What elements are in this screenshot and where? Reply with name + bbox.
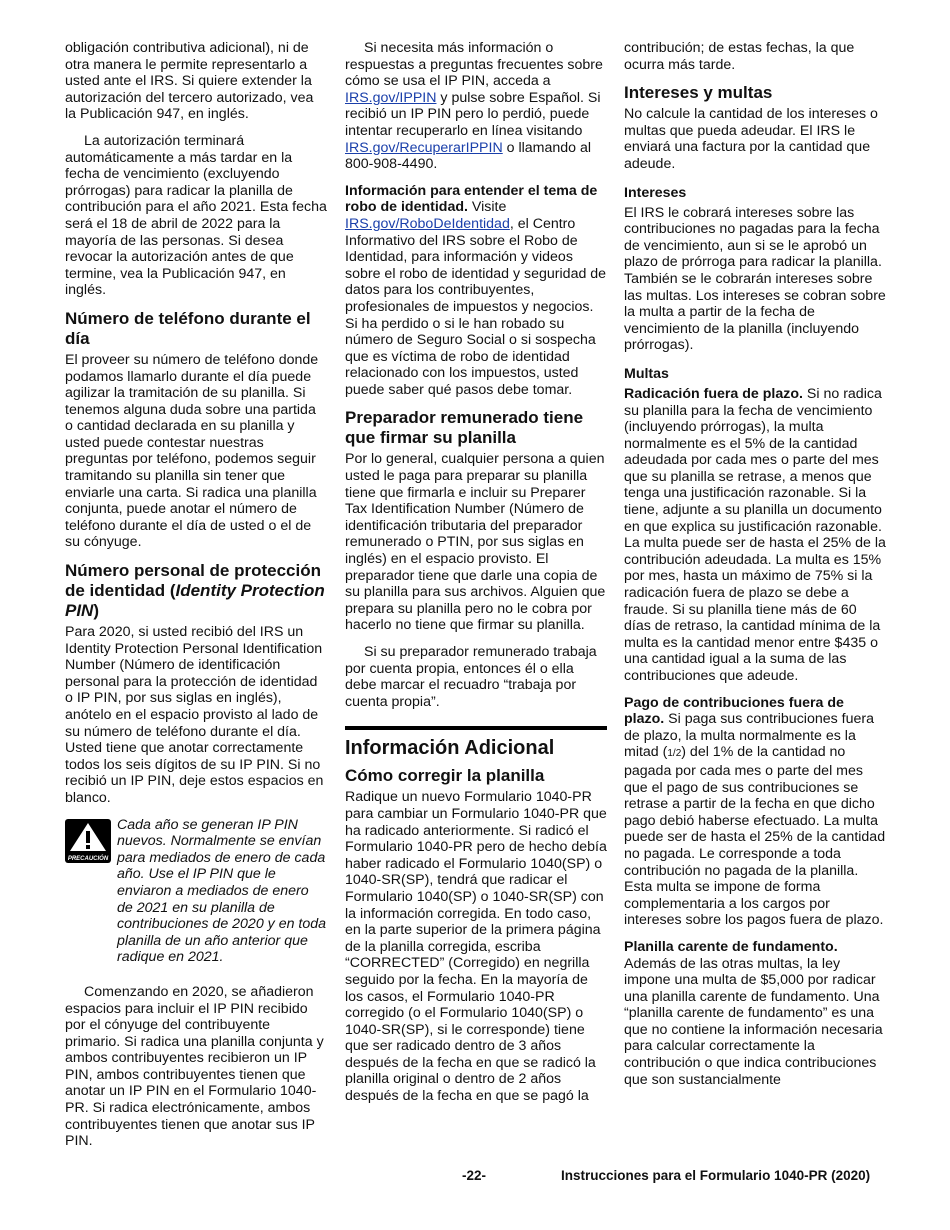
ippin-link[interactable]: IRS.gov/IPPIN bbox=[345, 89, 437, 106]
heading-part-italic: Identity Protection PIN bbox=[65, 581, 325, 621]
heading-correct-return: Cómo corregir la planilla bbox=[345, 766, 545, 786]
heading-interest-penalties: Intereses y multas bbox=[624, 83, 773, 103]
text: Si necesita más información o respuestas a preguntas frecuentes sobre cómo se usa el IP PIN, acceda a bbox=[345, 40, 603, 90]
text: ) del 1% de la cantidad no pagada por cada mes o parte del mes que el pago de sus contribuciones se retrase a partir de la fecha en que dicho pago debió haberse efectuado. La multa puede ser de hasta el 25% de la cantidad no pagada. Le corresponde a toda contribución no pagada de la planilla. Esta multa se impone de forma complementaria a los cargos por intereses sobre los pagos fuera de plazo. bbox=[624, 744, 886, 929]
run-in-heading: Radicación fuera de plazo. bbox=[624, 385, 803, 402]
run-in-heading: Planilla carente de fundamento. bbox=[624, 938, 838, 955]
heading-additional-info: Información Adicional bbox=[345, 737, 555, 760]
text: Si no radica su planilla para la fecha de vencimiento (incluyendo prórrogas), la multa normalmente es el 5% de la cantidad adeudada por cada mes o parte del mes que su planilla se retrase, a menos que tenga una justificación razonable. Si la tiene, adjunte a su planilla un documento en que explica su justificación razonable. La multa puede ser de hasta el 25% de la contribución adeudada. La multa es 15% por mes, hasta un máximo de 75% si la radicación fuera de plazo se debe a fraude. Si su planilla tiene más de 60 días de retraso, la cantidad mínima de la multa es la cantidad menor entre $435 o una cantidad igual a la suma de las contribuciones que adeude. bbox=[624, 385, 886, 684]
recuperar-ippin-link[interactable]: IRS.gov/RecuperarIPPIN bbox=[345, 139, 503, 156]
text: o llamando al 800-908-4490. bbox=[345, 139, 592, 173]
paragraph: obligación contributiva adicional), ni de otra manera le permite representarlo a usted ante el IRS. Si quiere extender la autorización del tercero autorizado, vea la Publicación 947, en inglés. bbox=[65, 40, 314, 123]
column-3 bbox=[624, 40, 886, 1098]
text: Si paga sus contribuciones fuera de plazo, la multa normalmente es la mitad ( bbox=[624, 711, 874, 761]
paragraph: contribución; de estas fechas, la que ocurra más tarde. bbox=[624, 40, 855, 73]
footer-title: Instrucciones para el Formulario 1040-PR (2020) bbox=[561, 1168, 871, 1183]
caution-icon bbox=[65, 819, 111, 863]
paragraph bbox=[624, 386, 886, 685]
caution-label: PRECAUCIÓN bbox=[67, 855, 109, 862]
heading-phone: Número de teléfono durante el día bbox=[65, 308, 311, 348]
paragraph: Si su preparador remunerado trabaja por cuenta propia, entonces él o ella debe marcar el recuadro “trabaja por cuenta propia”. bbox=[345, 644, 597, 710]
text: Además de las otras multas, la ley impone una multa de $5,000 por radicar una planilla carente de fundamento. Una “planilla carente de fundamento” es una que no contiene la información necesaria para calcular correctamente la contribución o que indica contribuciones que son sustancialmente bbox=[624, 955, 883, 1088]
paragraph: El proveer su número de teléfono donde podamos llamarlo durante el día puede agilizar la tramitación de su planilla. Si tenemos alguna duda sobre una partida o cantidad declarada en su planilla y usted puede contestar nuestras preguntas por teléfono, podemos seguir tramitando su planilla sin tener que enviarle una carta. Si radica una planilla conjunta, puede anotar el número de teléfono durante el día de usted o el de su cónyuge. bbox=[65, 351, 319, 551]
paragraph: La autorización terminará automáticamente a más tardar en la fecha de vencimiento (excluyendo prórrogas) para radicar la planilla de contribución para el año 2021. Esta fecha será el 18 de abril de 2022 para la mayoría de las personas. Si desea revocar la autorización antes de que termine, vea la Publicación 947, en inglés. bbox=[65, 132, 327, 299]
paragraph: El IRS le cobrará intereses sobre las contribuciones no pagadas para la fecha de vencimiento, aun si se le aprobó un plazo de prórroga para radicar la planilla. También se le cobrarán intereses sobre las multas. Los intereses se cobran sobre la multa a partir de la fecha de vencimiento de la planilla (incluyendo prórrogas). bbox=[624, 204, 886, 354]
paragraph bbox=[624, 939, 886, 1088]
heading-interest: Intereses bbox=[624, 184, 687, 201]
text: , el Centro Informativo del IRS sobre el Robo de Identidad, para información y videos sobre el robo de identidad y seguridad de datos para los contribuyentes, profesionales de impuestos y negocios. Si ha perdido o si le han robado su número de Seguro Social o si sospecha que es víctima de robo de identidad relacionado con los impuestos, usted puede saber qué pasos debe tomar. bbox=[345, 215, 607, 398]
paragraph bbox=[345, 40, 607, 173]
paragraph: Comenzando en 2020, se añadieron espacios para incluir el IP PIN recibido por el cónyuge del contribuyente primario. Si radica una planilla conjunta y ambos contribuyentes recibieron un IP PIN, ambos contribuyentes tienen que anotar un IP PIN en el Formulario 1040-PR. Si radica electrónicamente, ambos contribuyentes tienen que anotar sus IP PIN. bbox=[65, 983, 324, 1150]
paragraph: No calcule la cantidad de los intereses o multas que pueda adeudar. El IRS le enviará una factura por la cantidad que adeude. bbox=[624, 106, 878, 172]
run-in-heading: Pago de contribuciones fuera de plazo. bbox=[624, 694, 844, 728]
paragraph: Para 2020, si usted recibió del IRS un Identity Protection Personal Identification Number (Número de identificación personal para la protección de identidad o IP PIN, por sus siglas en inglés), anótelo en el espacio provisto al lado de su número de teléfono durante el día. Usted tiene que anotar correctamente todos los seis dígitos de su IP PIN. Si no recibió un IP PIN, deje estos espacios en blanco. bbox=[65, 624, 324, 806]
column-2 bbox=[345, 40, 607, 1115]
section-rule bbox=[345, 726, 607, 730]
text: Visite bbox=[467, 199, 507, 216]
heading-part: Número personal de protección de identidad ( bbox=[65, 561, 321, 601]
heading-ip-pin bbox=[65, 561, 327, 621]
caution-text: Cada año se generan IP PIN nuevos. Normalmente se envían para mediados de enero de cada año. Use el IP PIN que le enviaron a mediados de enero de 2021 en su planilla de contribuciones de 2020 y en toda planilla de un año anterior que radique en 2021. bbox=[117, 816, 327, 966]
paragraph bbox=[624, 695, 886, 929]
page-number: -22- bbox=[462, 1168, 487, 1183]
paragraph: Por lo general, cualquier persona a quien usted le paga para preparar su planilla tiene que firmarla e incluir su Preparer Tax Identification Number (Número de identificación tributaria del preparador remunerado o PTIN, por sus siglas en inglés) en el espacio provisto. El preparador tiene que darle una copia de su planilla para sus archivos. Alguien que prepara su planilla pero no le cobra por hacerlo no tiene que firmar su planilla. bbox=[345, 451, 606, 634]
text: y pulse sobre Español. Si recibió un IP PIN pero lo perdió, puede intentar recuperarlo en línea visitando bbox=[345, 89, 601, 139]
paragraph bbox=[345, 183, 607, 399]
heading-preparer: Preparador remunerado tiene que firmar su planilla bbox=[345, 408, 584, 448]
caution-note bbox=[65, 817, 327, 966]
fraction: 1/2 bbox=[667, 748, 682, 760]
robo-identidad-link[interactable]: IRS.gov/RoboDeIdentidad bbox=[345, 215, 510, 232]
paragraph: Radique un nuevo Formulario 1040-PR para cambiar un Formulario 1040-PR que ha radicado anteriormente. Si radicó el Formulario 1040-PR pero de hecho debía haber radicado el Formulario 1040(SP) o 1040-SR(SP), tendrá que radicar el Formulario 1040(SP) o 1040-SR(SP) con la información corregida. En todo caso, en la parte superior de la primera página de la planilla corregida, escriba “CORRECTED” (Corregido) en negrilla seguido por la fecha. En la mayoría de los casos, el Formulario 1040-PR corregido (o el Formulario 1040(SP) o 1040-SR(SP), si le corresponde) tiene que ser radicado dentro de 3 años después de la fecha en que se radicó la planilla original o dentro de 2 años después de la fecha en que se pagó la bbox=[345, 789, 607, 1105]
column-1 bbox=[65, 40, 327, 1160]
heading-penalties: Multas bbox=[624, 365, 669, 382]
run-in-heading: Información para entender el tema de robo de identidad. bbox=[345, 182, 598, 216]
heading-part: ) bbox=[93, 601, 100, 621]
